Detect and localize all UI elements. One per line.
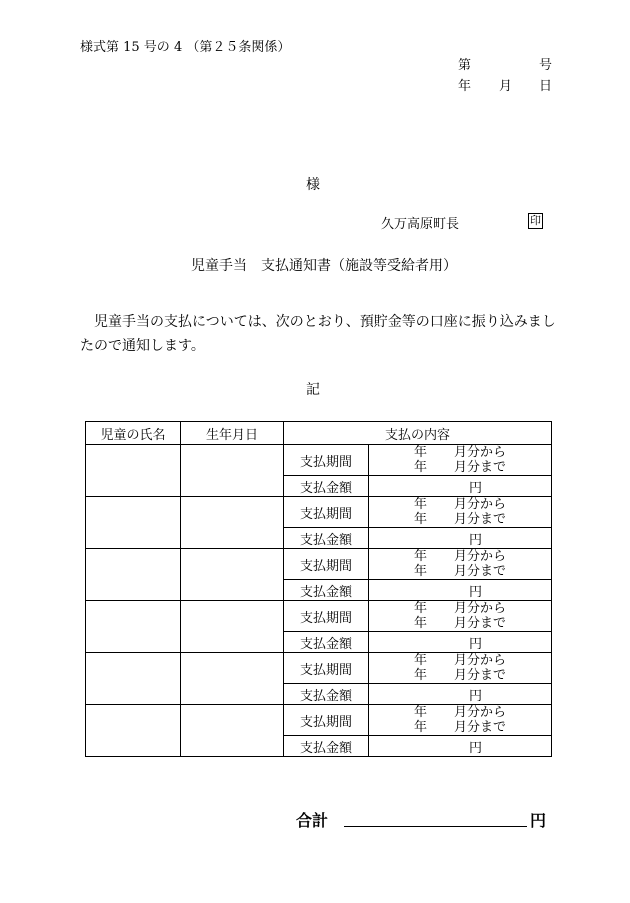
amount-yen: 円 — [469, 584, 483, 600]
period-label: 支払期間 — [284, 653, 369, 684]
child-name-cell[interactable] — [86, 601, 181, 653]
amount-value[interactable] — [369, 476, 552, 497]
to-year: 年 — [413, 460, 427, 475]
header-birthdate: 生年月日 — [181, 422, 284, 445]
from-text: 月分から — [453, 653, 506, 668]
from-text: 月分から — [453, 705, 506, 720]
date-year: 年 — [458, 79, 472, 94]
birthdate-cell[interactable] — [181, 445, 284, 497]
to-year: 年 — [413, 616, 427, 631]
period-label: 支払期間 — [284, 601, 369, 632]
from-year: 年 — [413, 705, 427, 720]
period-value — [369, 601, 552, 632]
amount-label: 支払金額 — [284, 632, 369, 653]
to-year: 年 — [413, 564, 427, 579]
from-year: 年 — [413, 653, 427, 668]
period-value — [369, 549, 552, 580]
from-text: 月分から — [453, 601, 506, 616]
birthdate-cell[interactable] — [181, 497, 284, 549]
to-year: 年 — [413, 512, 427, 527]
amount-label: 支払金額 — [284, 528, 369, 549]
amount-yen: 円 — [469, 480, 483, 496]
birthdate-cell[interactable] — [181, 653, 284, 705]
payment-table — [85, 421, 552, 757]
to-text: 月分まで — [453, 616, 506, 631]
to-text: 月分まで — [453, 720, 506, 735]
amount-value[interactable] — [369, 684, 552, 705]
child-name-cell[interactable] — [86, 653, 181, 705]
total-yen: 円 — [530, 811, 547, 830]
recipient-suffix: 様 — [306, 177, 320, 193]
period-label: 支払期間 — [284, 549, 369, 580]
issuer: 久万高原町長 — [381, 217, 460, 232]
from-year: 年 — [413, 549, 427, 564]
period-value — [369, 653, 552, 684]
table-row — [86, 653, 552, 684]
ki-heading: 記 — [306, 382, 320, 398]
from-text: 月分から — [453, 445, 506, 460]
amount-label: 支払金額 — [284, 684, 369, 705]
amount-value[interactable] — [369, 632, 552, 653]
seal-mark: 印 — [530, 214, 541, 227]
date-day: 日 — [539, 79, 553, 94]
birthdate-cell[interactable] — [181, 705, 284, 757]
document-title: 児童手当 支払通知書（施設等受給者用） — [191, 258, 457, 274]
amount-label: 支払金額 — [284, 580, 369, 601]
from-text: 月分から — [453, 497, 506, 512]
period-label: 支払期間 — [284, 705, 369, 736]
from-year: 年 — [413, 445, 427, 460]
header-child-name: 児童の氏名 — [86, 422, 181, 445]
ref-dai: 第 — [458, 58, 472, 73]
period-value — [369, 445, 552, 476]
amount-value[interactable] — [369, 528, 552, 549]
amount-yen: 円 — [469, 688, 483, 704]
child-name-cell[interactable] — [86, 497, 181, 549]
ref-go: 号 — [539, 58, 553, 73]
table-row — [86, 497, 552, 528]
amount-value[interactable] — [369, 580, 552, 601]
amount-yen: 円 — [469, 740, 483, 756]
form-number: 様式第 15 号の 4 （第２５条関係） — [80, 40, 291, 55]
table-header-row — [86, 422, 552, 445]
to-text: 月分まで — [453, 564, 506, 579]
table-row — [86, 549, 552, 580]
from-year: 年 — [413, 601, 427, 616]
date-month: 月 — [499, 79, 513, 94]
from-text: 月分から — [453, 549, 506, 564]
total-label: 合計 — [296, 811, 329, 830]
amount-label: 支払金額 — [284, 736, 369, 757]
period-label: 支払期間 — [284, 497, 369, 528]
amount-yen: 円 — [469, 636, 483, 652]
table-row — [86, 601, 552, 632]
child-name-cell[interactable] — [86, 445, 181, 497]
total-amount-line — [344, 826, 527, 827]
body-text: 児童手当の支払については、次のとおり、預貯金等の口座に振り込みましたので通知します。 — [80, 314, 556, 354]
child-name-cell[interactable] — [86, 549, 181, 601]
amount-value[interactable] — [369, 736, 552, 757]
to-text: 月分まで — [453, 512, 506, 527]
period-label: 支払期間 — [284, 445, 369, 476]
to-year: 年 — [413, 720, 427, 735]
to-text: 月分まで — [453, 668, 506, 683]
header-payment-content: 支払の内容 — [284, 422, 552, 445]
amount-yen: 円 — [469, 532, 483, 548]
period-value — [369, 497, 552, 528]
table-row — [86, 705, 552, 736]
table-row — [86, 445, 552, 476]
to-text: 月分まで — [453, 460, 506, 475]
to-year: 年 — [413, 668, 427, 683]
birthdate-cell[interactable] — [181, 601, 284, 653]
period-value — [369, 705, 552, 736]
from-year: 年 — [413, 497, 427, 512]
amount-label: 支払金額 — [284, 476, 369, 497]
child-name-cell[interactable] — [86, 705, 181, 757]
birthdate-cell[interactable] — [181, 549, 284, 601]
